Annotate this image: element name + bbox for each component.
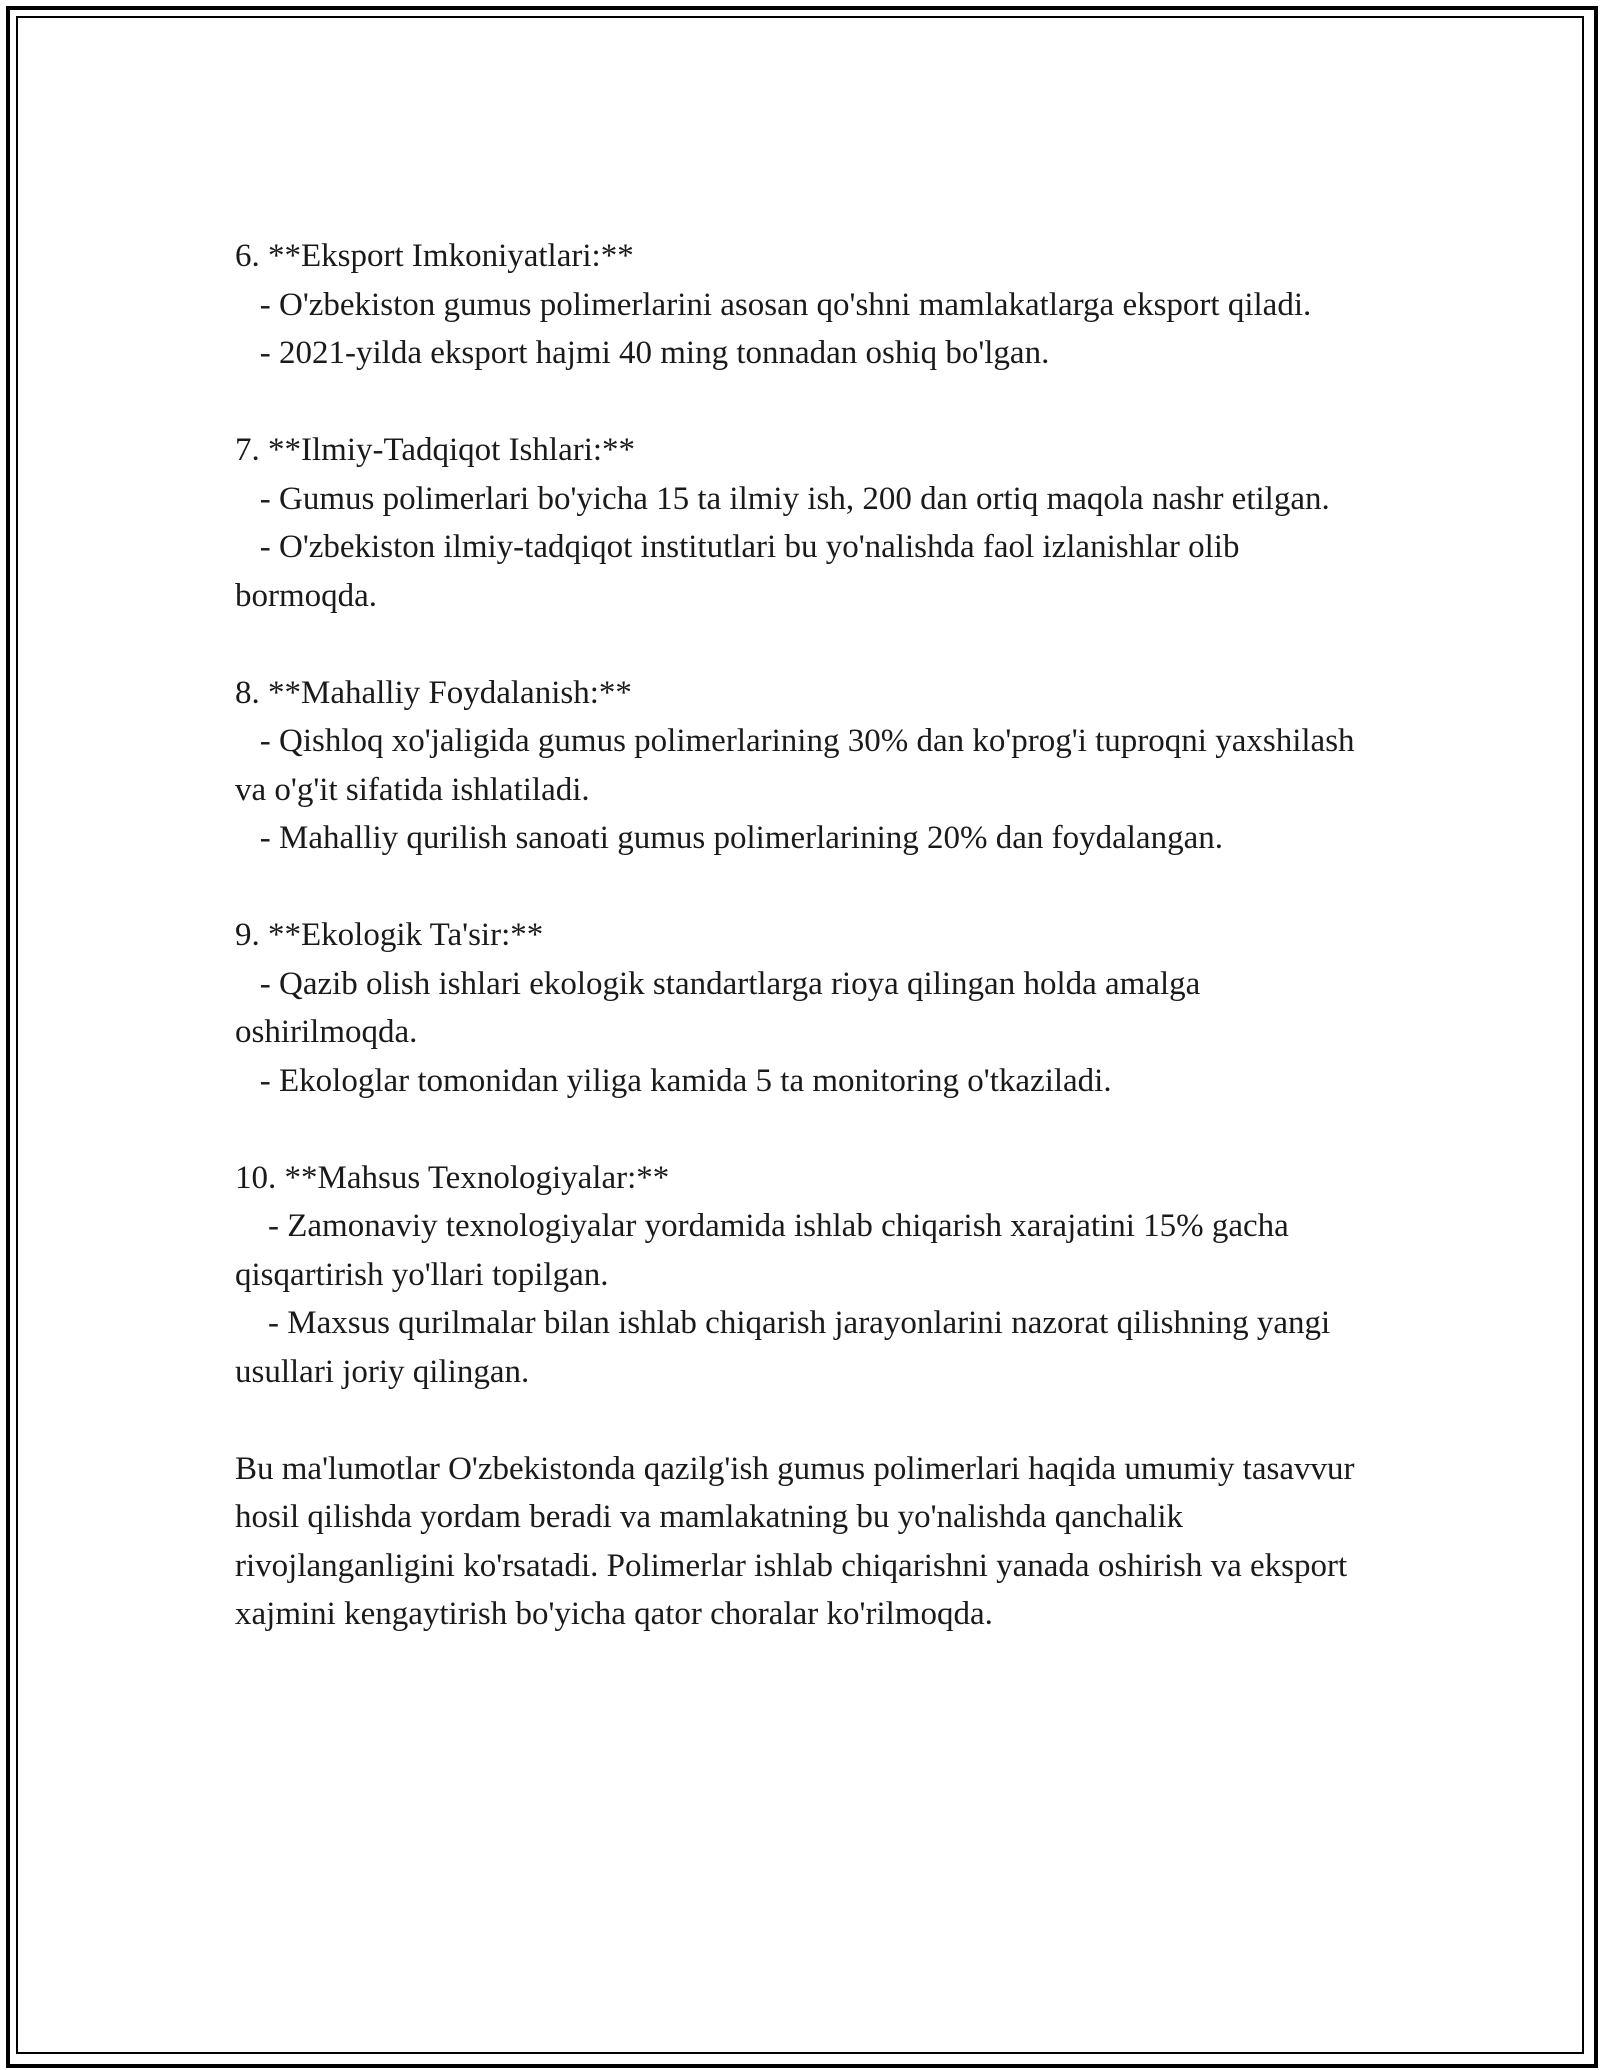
section-heading: 6. **Eksport Imkoniyatlari:** bbox=[235, 238, 634, 274]
bullet-item: - Qishloq xo'jaligida gumus polimerlarining 30% dan ko'prog'i tuproqni yaxshilash va o'g'it sifatida ishlatiladi. bbox=[235, 723, 1363, 808]
bullet-item: - 2021-yilda eksport hajmi 40 ming tonnadan oshiq bo'lgan. bbox=[235, 335, 1050, 371]
section-local-use bbox=[235, 669, 1385, 863]
section-ecology bbox=[235, 911, 1385, 1105]
section-export bbox=[235, 232, 1385, 378]
section-heading: 9. **Ekologik Ta'sir:** bbox=[235, 917, 544, 953]
bullet-item: - O'zbekiston gumus polimerlarini asosan qo'shni mamlakatlarga eksport qiladi. bbox=[235, 286, 1312, 323]
bullet-item: - Qazib olish ishlari ekologik standartlarga rioya qilingan holda amalga oshirilmoqda. bbox=[235, 965, 1209, 1050]
conclusion-paragraph: Bu ma'lumotlar O'zbekistonda qazilg'ish gumus polimerlari haqida umumiy tasavvur hosil qilishda yordam beradi va mamlakatning bu yo'nalishda qanchalik rivojlanganligini ko'rsatadi. Polimerlar ishlab chiqarishni yanada oshirish va eksport xajmini kengaytirish bo'yicha qator choralar ko'rilmoqda. bbox=[235, 1450, 1355, 1632]
section-heading: 8. **Mahalliy Foydalanish:** bbox=[235, 674, 632, 711]
section-research bbox=[235, 426, 1385, 620]
document-body bbox=[235, 232, 1385, 1639]
bullet-item: - Gumus polimerlari bo'yicha 15 ta ilmiy ish, 200 dan ortiq maqola nashr etilgan. bbox=[235, 480, 1330, 517]
section-technologies bbox=[235, 1154, 1385, 1397]
section-heading: 10. **Mahsus Texnologiyalar:** bbox=[235, 1159, 670, 1196]
bullet-item: - Maxsus qurilmalar bilan ishlab chiqarish jarayonlarini nazorat qilishning yangi usullari joriy qilingan. bbox=[235, 1305, 1339, 1390]
bullet-item: - Mahalliy qurilish sanoati gumus polimerlarining 20% dan foydalangan. bbox=[235, 820, 1223, 856]
section-heading: 7. **Ilmiy-Tadqiqot Ishlari:** bbox=[235, 432, 636, 468]
bullet-item: - Zamonaviy texnologiyalar yordamida ishlab chiqarish xarajatini 15% gacha qisqartirish yo'llari topilgan. bbox=[235, 1208, 1298, 1293]
bullet-item: - Ekologlar tomonidan yiliga kamida 5 ta monitoring o'tkaziladi. bbox=[235, 1062, 1112, 1099]
bullet-item: - O'zbekiston ilmiy-tadqiqot institutlari bu yo'nalishda faol izlanishlar olib bormoqda. bbox=[235, 529, 1248, 614]
